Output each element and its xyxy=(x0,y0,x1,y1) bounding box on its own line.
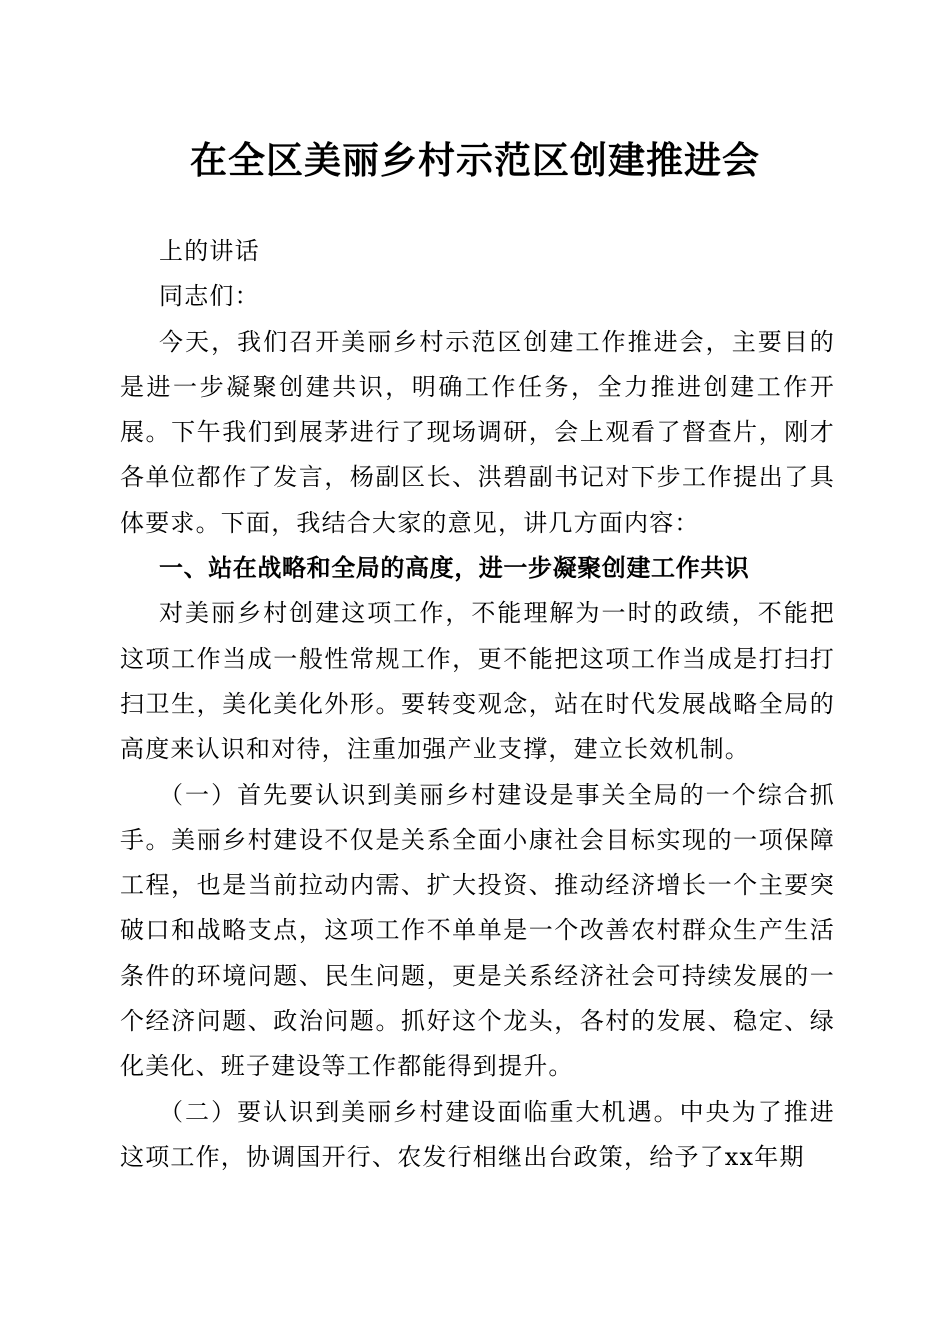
document-title: 在全区美丽乡村示范区创建推进会 xyxy=(190,138,760,182)
document-body xyxy=(120,229,835,1180)
paragraph-intro: 今天，我们召开美丽乡村示范区创建工作推进会，主要目的是进一步凝聚创建共识，明确工作任务，全力推进创建工作开展。下午我们到展茅进行了现场调研，会上观看了督查片，刚才各单位都作了发言，杨副区长、洪碧副书记对下步工作提出了具体要求。下面，我结合大家的意见，讲几方面内容： xyxy=(120,327,835,537)
paragraph-section-1: 对美丽乡村创建这项工作，不能理解为一时的政绩，不能把这项工作当成一般性常规工作，更不能把这项工作当成是打扫打扫卫生，美化美化外形。要转变观念，站在时代发展战略全局的高度来认识和对待，注重加强产业支撑，建立长效机制。 xyxy=(120,599,835,764)
paragraph-title-continuation: 上的讲话 xyxy=(159,237,260,265)
paragraph-salutation: 同志们： xyxy=(159,282,260,311)
paragraph-subsection-2: （二）要认识到美丽乡村建设面临重大机遇。中央为了推进这项工作，协调国开行、农发行相继出台政策，给予了xx年期 xyxy=(120,1097,835,1171)
paragraph-subsection-1: （一）首先要认识到美丽乡村建设是事关全局的一个综合抓手。美丽乡村建设不仅是关系全面小康社会目标实现的一项保障工程，也是当前拉动内需、扩大投资、推动经济增长一个主要突破口和战略支点，这项工作不单单是一个改善农村群众生产生活条件的环境问题、民生问题，更是关系经济社会可持续发展的一个经济问题、政治问题。抓好这个龙头，各村的发展、稳定、绿化美化、班子建设等工作都能得到提升。 xyxy=(120,780,835,1081)
section-heading-1: 一、站在战略和全局的高度，进一步凝聚创建工作共识 xyxy=(159,554,750,583)
